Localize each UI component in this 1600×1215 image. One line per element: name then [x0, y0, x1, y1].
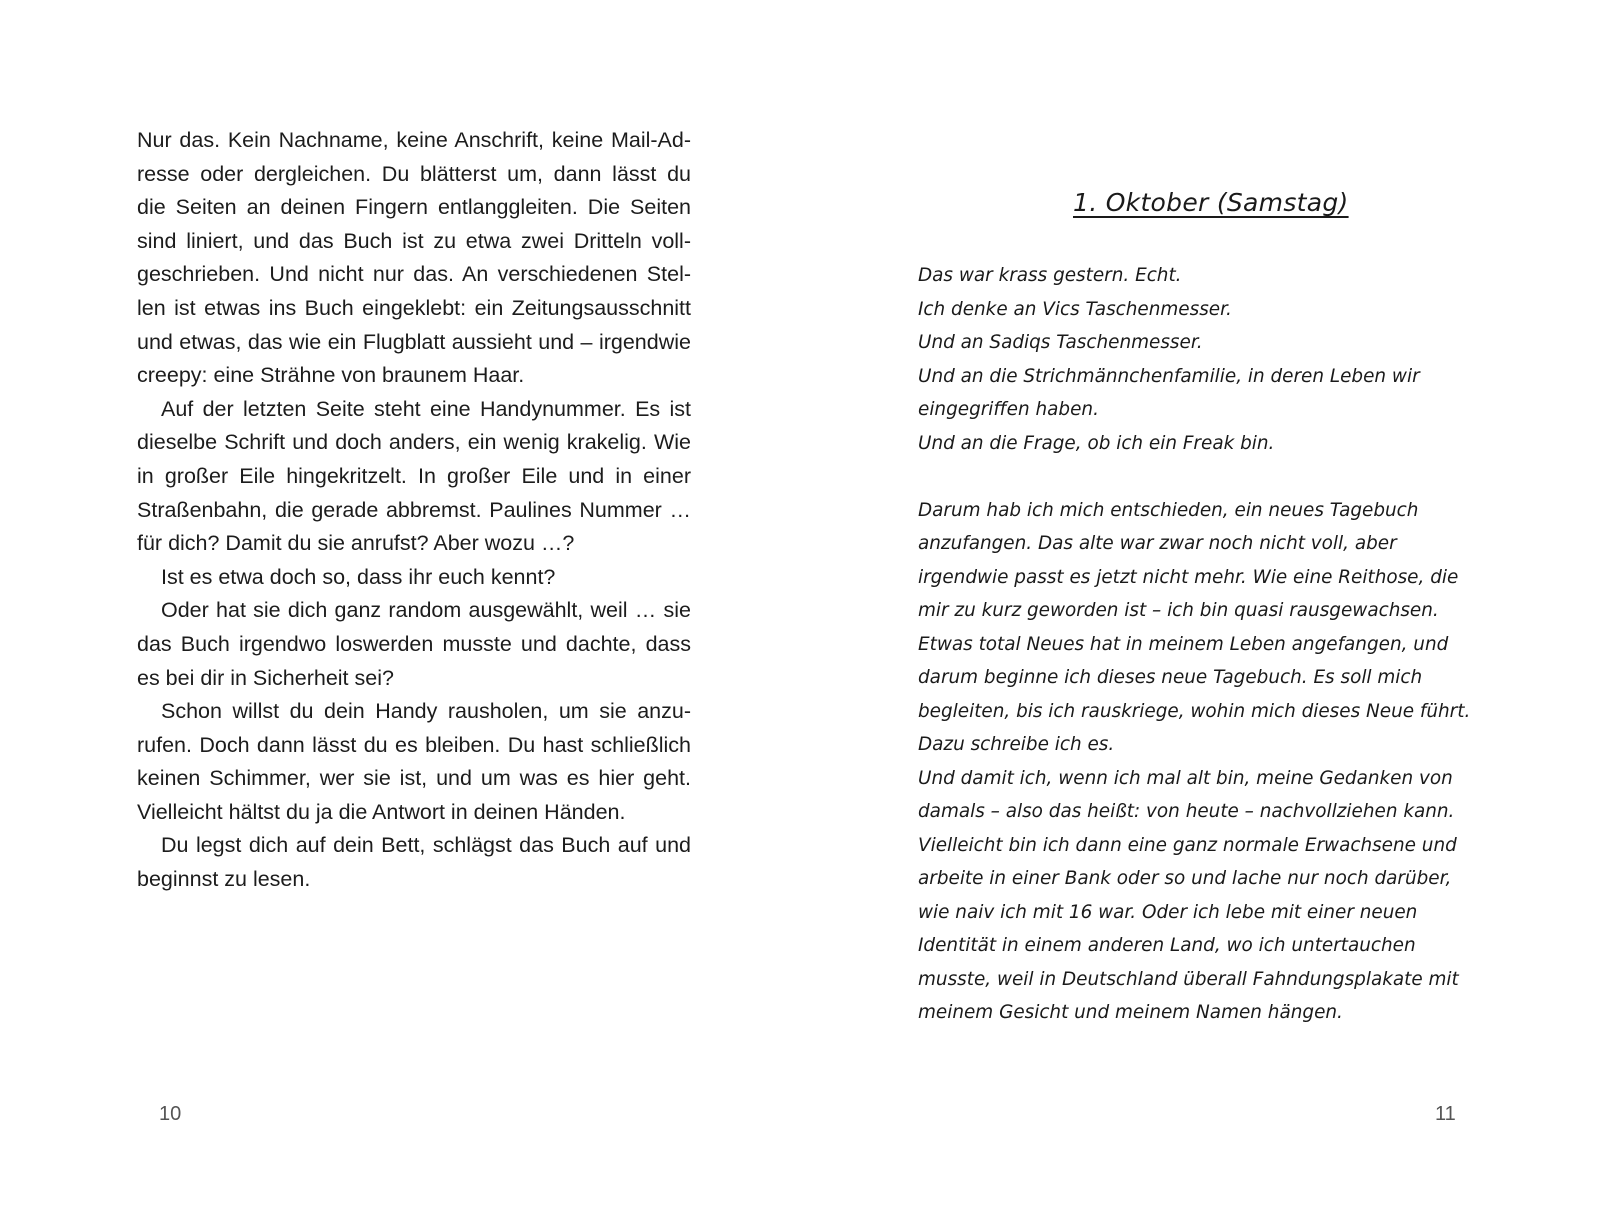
text-line: len ist etwas ins Buch eingeklebt: ein Zeitungsausschnitt — [137, 295, 691, 320]
diary-line: begleiten, bis ich rauskriege, wohin mich dieses Neue führt. — [918, 700, 1471, 722]
diary-line: anzufangen. Das alte war zwar noch nicht voll, aber — [918, 533, 1397, 554]
diary-line: Dazu schreibe ich es. — [918, 734, 1115, 755]
diary-line: damals – also das heißt: von heute – nachvollziehen kann. — [918, 801, 1455, 822]
text-line: für dich? Damit du sie anrufst? Aber wozu …? — [137, 531, 575, 556]
diary-line: Und an Sadiqs Taschenmesser. — [918, 332, 1203, 353]
diary-line: mir zu kurz geworden ist – ich bin quasi rausgewachsen. — [918, 600, 1439, 621]
text-line: die Seiten an deinen Fingern entlanggleiten. Die Seiten — [137, 195, 691, 220]
text-line: Ist es etwa doch so, dass ihr euch kennt? — [161, 564, 556, 589]
text-line: es bei dir in Sicherheit sei? — [137, 665, 394, 690]
diary-line: Das war krass gestern. Echt. — [918, 265, 1182, 286]
diary-line: irgendwie passt es jetzt nicht mehr. Wie eine Reithose, die — [918, 566, 1459, 588]
diary-line: Darum hab ich mich entschieden, ein neues Tagebuch — [918, 499, 1419, 521]
text-line: und etwas, das wie ein Flugblatt aussieht und – irgendwie — [137, 329, 691, 354]
diary-line: Etwas total Neues hat in meinem Leben angefangen, und — [918, 633, 1449, 655]
diary-line: meinem Gesicht und meinem Namen hängen. — [918, 1002, 1343, 1023]
diary-line: Und an die Frage, ob ich ein Freak bin. — [918, 432, 1275, 454]
diary-line: musste, weil in Deutschland überall Fahndungsplakate mit — [918, 968, 1459, 990]
text-line: Schon willst du dein Handy rausholen, um sie anzu- — [161, 699, 691, 724]
text-line: dieselbe Schrift und doch anders, ein wenig krakelig. Wie — [137, 430, 691, 455]
page-number-right: 11 — [1435, 1103, 1456, 1125]
diary-line: Identität in einem anderen Land, wo ich untertauchen — [918, 935, 1416, 956]
text-line: creepy: eine Strähne von braunem Haar. — [137, 363, 525, 388]
text-line: das Buch irgendwo loswerden musste und dachte, dass — [137, 631, 691, 656]
text-line: sind liniert, und das Buch ist zu etwa zwei Dritteln voll- — [137, 228, 691, 253]
text-line: geschrieben. Und nicht nur das. An verschiedenen Stel- — [137, 262, 691, 287]
text-line: Vielleicht hältst du ja die Antwort in deinen Händen. — [137, 799, 626, 824]
diary-line: Und damit ich, wenn ich mal alt bin, meine Gedanken von — [918, 767, 1453, 789]
page-number-left: 10 — [159, 1103, 182, 1125]
left-page-text — [137, 124, 691, 897]
text-line: in großer Eile hingekritzelt. In großer Eile und in einer — [137, 463, 691, 488]
diary-line: Ich denke an Vics Taschenmesser. — [918, 298, 1232, 320]
diary-line: Vielleicht bin ich dann eine ganz normale Erwachsene und — [918, 834, 1457, 856]
diary-line: darum beginne ich dieses neue Tagebuch. Es soll mich — [918, 667, 1423, 688]
diary-line: arbeite in einer Bank oder so und lache nur noch darüber, — [918, 868, 1452, 889]
text-line: keinen Schimmer, wer sie ist, und um was es hier geht. — [137, 766, 691, 791]
diary-line: Und an die Strichmännchenfamilie, in deren Leben wir — [918, 365, 1420, 387]
text-line: Auf der letzten Seite steht eine Handynummer. Es ist — [161, 396, 691, 421]
text-line: Nur das. Kein Nachname, keine Anschrift, keine Mail-Ad- — [137, 128, 691, 152]
text-line: beginnst zu lesen. — [137, 867, 311, 892]
text-line: Straßenbahn, die gerade abbremst. Paulines Nummer … — [137, 497, 691, 522]
text-line: rufen. Doch dann lässt du es bleiben. Du hast schließlich — [137, 732, 691, 757]
diary-line: eingegriffen haben. — [918, 399, 1099, 420]
paragraph-gap — [918, 460, 1478, 494]
text-line: Oder hat sie dich ganz random ausgewählt, weil … sie — [161, 598, 691, 623]
text-line: Du legst dich auf dein Bett, schlägst das Buch auf und — [161, 833, 691, 858]
diary-entry-text — [918, 259, 1478, 1030]
diary-entry-title: 1. Oktober (Samstag) — [1073, 188, 1349, 217]
diary-line: wie naiv ich mit 16 war. Oder ich lebe mit einer neuen — [918, 901, 1418, 923]
text-line: resse oder dergleichen. Du blätterst um, dann lässt du — [137, 161, 691, 186]
